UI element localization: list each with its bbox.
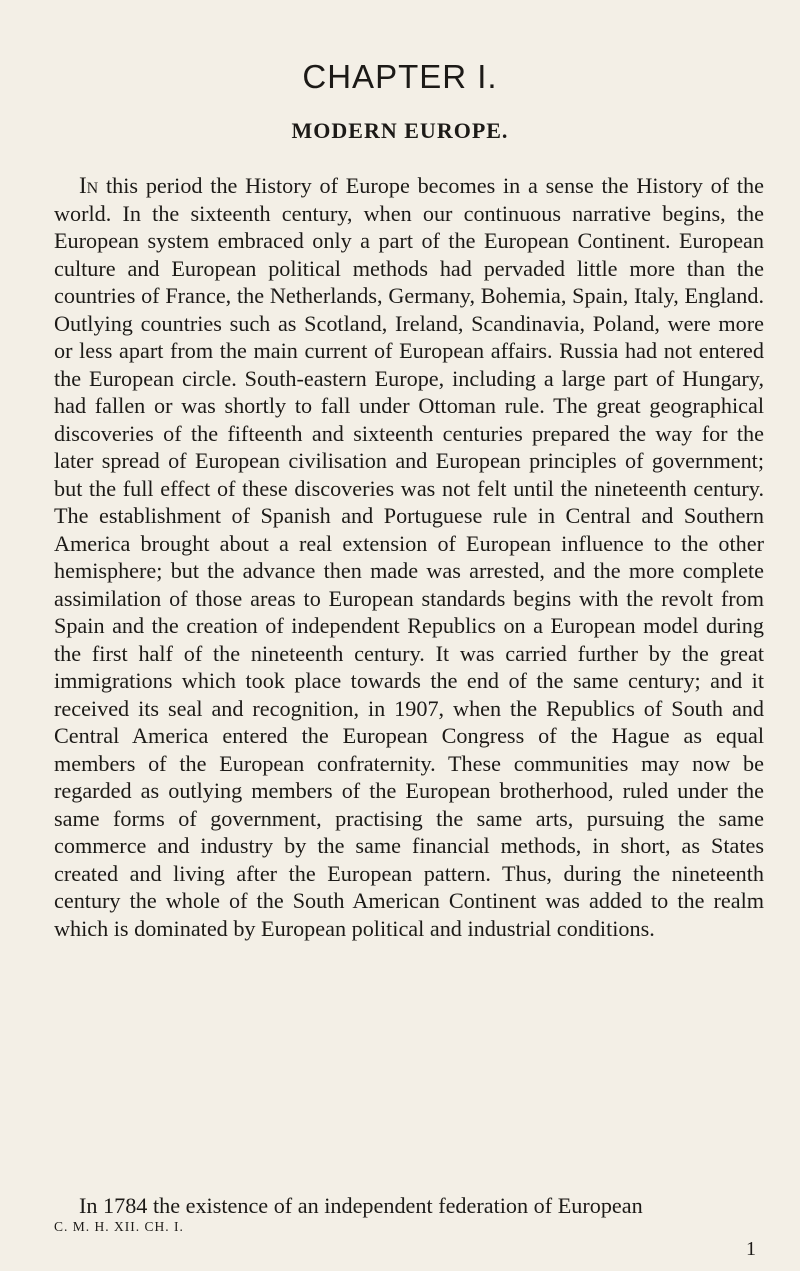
paragraph-text: this period the History of Europe becomes in a sense the History of the world. In the sixteenth century, when our continuous narrative begins, the European system embraced only a part of the European Continent. European culture and European political methods had pervaded little more than the countries of France, the Netherlands, Germany, Bohemia, Spain, Italy, England. Outlying countries such as Scotland, Ireland, Scandinavia, Poland, were more or less apart from the main current of European affairs. Russia had not entered the European circle. South-eastern Europe, including a large part of Hungary, had fallen or was shortly to fall under Ottoman rule. The great geographical discoveries of the fifteenth and sixteenth centuries prepared the way for the later spread of European civilisation and European principles of government; but the full effect of these discoveries was not felt until the nineteenth century. The establishment of Spanish and Portuguese rule in Central and Southern America brought about a real extension of European influence to the other hemisphere; but the advance then made was arrested, and the more complete assimilation of those areas to European standards begins with the revolt from Spain and the creation of independent Republics on a European model during the first half of the nineteenth century. It was carried further by the great immigrations which took place towards the end of the same century; and it received its seal and recognition, in 1907, when the Republics of South and Central America entered the European Congress of the Hague as equal members of the European confraternity. These communities may now be regarded as outlying members of the European brotherhood, ruled under the same forms of government, practising the same arts, pursuing the same commerce and industry by the same financial methods, in short, as States created and living after the European pattern. Thus, during the nineteenth century the whole of the South American Continent was added to the realm which is dominated by European political and industrial conditions. xyxy=(54,173,765,941)
page-number: 1 xyxy=(746,1238,756,1260)
paragraph-lead-word: In xyxy=(79,173,99,198)
chapter-heading: CHAPTER I. xyxy=(302,58,498,95)
body-paragraph xyxy=(54,172,764,942)
chapter-title: MODERN EUROPE. xyxy=(291,118,509,143)
continuing-paragraph: In 1784 the existence of an independent federation of European xyxy=(79,1193,643,1218)
printer-signature-mark: C. M. H. XII. CH. I. xyxy=(54,1219,184,1234)
